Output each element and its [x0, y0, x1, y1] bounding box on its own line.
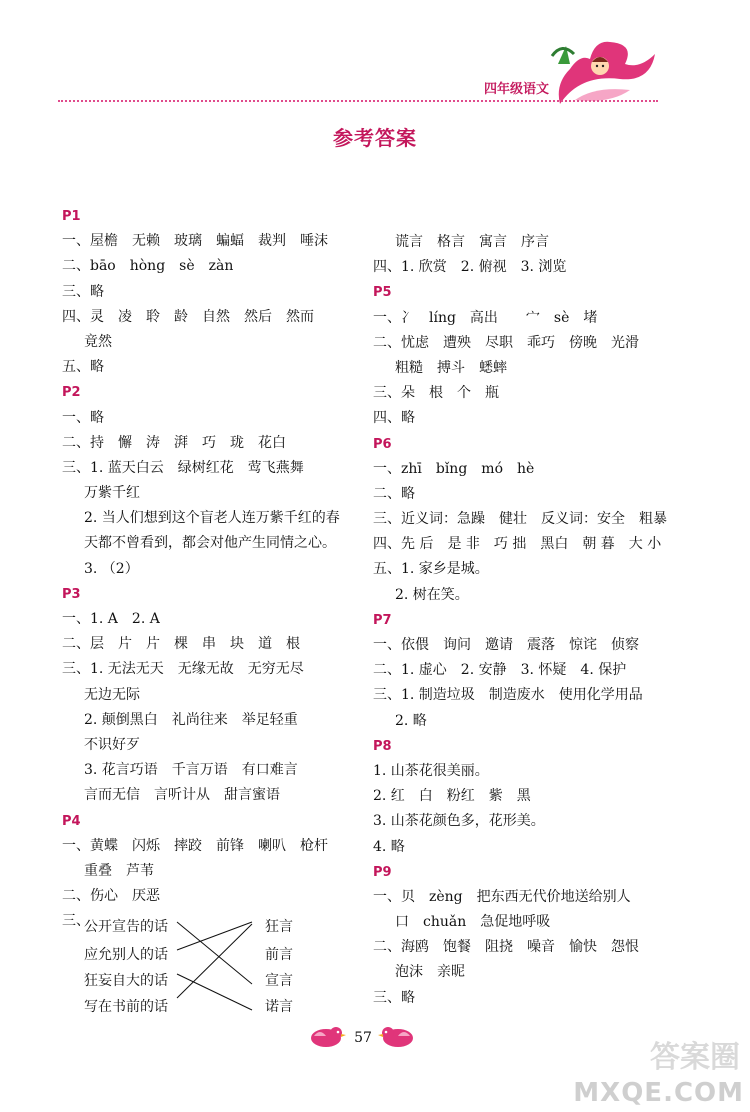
answer-line: 2. 略	[395, 712, 427, 729]
answer-line: 竟然	[84, 333, 112, 350]
answer-line: 三、略	[62, 283, 104, 300]
answer-line: 四、略	[373, 410, 415, 427]
answer-line: 二、略	[373, 485, 415, 502]
answer-line: 二、伤心 厌恶	[62, 888, 160, 905]
answer-line: 3. 花言巧语 千言万语 有口难言	[84, 762, 298, 779]
answer-line: 三、1. 无法无天 无缘无故 无穷无尽	[62, 661, 304, 678]
match-left-1: 公开宣告的话	[84, 919, 168, 935]
watermark-logo: 答案圈	[650, 1040, 740, 1075]
answer-line: 万紫千红	[84, 485, 140, 502]
bird-right-icon	[378, 1022, 418, 1050]
section-heading: P5	[373, 285, 392, 301]
section-heading: P3	[62, 586, 81, 602]
bird-left-icon	[306, 1022, 346, 1050]
answer-line: 谎言 格言 寓言 序言	[395, 234, 549, 250]
answer-line: 言而无信 言听计从 甜言蜜语	[84, 787, 280, 804]
answer-line: 1. 山茶花很美丽。	[373, 762, 489, 779]
answer-line: 二、1. 虚心 2. 安静 3. 怀疑 4. 保护	[373, 662, 627, 679]
answer-line: 三、略	[373, 989, 415, 1006]
answer-line: 一、略	[62, 409, 104, 426]
answer-line: 二、持 懈 涛 湃 巧 珑 花白	[62, 434, 286, 451]
answer-line: 一、1. A 2. A	[62, 611, 160, 627]
answer-line: 粗糙 搏斗 蟋蟀	[395, 359, 507, 376]
answer-line: 天都不曾看到，都会对他产生同情之心。	[84, 535, 336, 552]
match-left-2: 应允别人的话	[84, 947, 168, 963]
match-right-2: 前言	[265, 947, 293, 963]
match-right-4: 诺言	[265, 999, 293, 1015]
answers-right-column	[373, 230, 693, 1011]
answer-line: 三、	[62, 913, 90, 930]
answer-line: 三、1. 制造垃圾 制造废水 使用化学用品	[373, 687, 643, 704]
answer-line: 口 chuǎn 急促地呼吸	[395, 914, 551, 931]
answer-line: 一、zhī bǐng mó hè	[373, 460, 535, 477]
grade-label: 四年级语文	[484, 82, 550, 97]
answer-line: 四、灵 凌 聆 龄 自然 然后 然而	[62, 308, 314, 325]
answer-line: 二、bāo hòng sè zàn	[62, 258, 234, 275]
answer-line: 3. （2）	[84, 560, 139, 577]
answer-line: 3. 山茶花颜色多，花形美。	[373, 813, 545, 830]
section-heading: P7	[373, 612, 392, 628]
answer-line: 重叠 芦苇	[84, 862, 154, 879]
answer-line: 2. 颠倒黑白 礼尚往来 举足轻重	[84, 711, 298, 728]
answer-line: 不识好歹	[84, 736, 140, 753]
answer-line: 泡沫 亲昵	[395, 964, 465, 981]
watermark-url: MXQE.COM	[573, 1078, 744, 1108]
answers-left-column	[62, 204, 362, 934]
answer-line: 2. 红 白 粉红 紫 黑	[373, 788, 531, 805]
page-title: 参考答案	[333, 126, 417, 150]
section-heading: P8	[373, 738, 392, 754]
answer-line: 2. 当人们想到这个盲老人连万紫千红的春	[84, 510, 340, 527]
answer-line: 一、冫 líng 高出 宀 sè 堵	[373, 309, 598, 326]
answer-line: 三、近义词：急躁 健壮 反义词：安全 粗暴	[373, 511, 667, 528]
answer-line: 三、1. 蓝天白云 绿树红花 莺飞燕舞	[62, 459, 304, 476]
match-left-3: 狂妄自大的话	[84, 973, 168, 989]
page-number: 57	[354, 1030, 372, 1046]
header-wave-logo	[540, 34, 660, 114]
section-heading: P6	[373, 436, 392, 452]
section-heading: P4	[62, 813, 81, 829]
answer-line: 一、贝 zèng 把东西无代价地送给别人	[373, 888, 631, 905]
section-heading: P2	[62, 385, 81, 401]
answer-line: 无边无际	[84, 686, 140, 703]
section-heading: P1	[62, 209, 81, 224]
answer-line: 四、先 后 是 非 巧 拙 黑白 朝 暮 大 小	[373, 536, 662, 553]
answer-line: 一、黄蝶 闪烁 摔跤 前锋 喇叭 枪杆	[62, 837, 328, 854]
answer-line: 二、海鸥 饱餐 阻挠 噪音 愉快 怨恨	[373, 939, 639, 956]
match-left-4: 写在书前的话	[84, 999, 168, 1015]
answer-line: 三、朵 根 个 瓶	[373, 385, 499, 402]
answer-line: 2. 树在笑。	[395, 586, 469, 603]
match-right-1: 狂言	[265, 919, 293, 935]
answer-line: 二、忧虑 遭殃 尽职 乖巧 傍晚 光滑	[373, 334, 639, 351]
header-dotted-rule	[58, 100, 658, 102]
section-heading: P9	[373, 864, 392, 880]
answer-line: 4. 略	[373, 838, 405, 855]
match-right-3: 宣言	[265, 973, 293, 989]
answer-line: 二、层 片 片 棵 串 块 道 根	[62, 636, 300, 653]
answer-line: 一、依偎 询问 邀请 震落 惊诧 侦察	[373, 637, 639, 653]
answer-line: 五、1. 家乡是城。	[373, 561, 489, 578]
answer-line: 四、1. 欣赏 2. 俯视 3. 浏览	[373, 259, 567, 276]
answer-line: 五、略	[62, 359, 104, 376]
answer-line: 一、屋檐 无赖 玻璃 蝙蝠 裁判 唾沫	[62, 233, 328, 250]
